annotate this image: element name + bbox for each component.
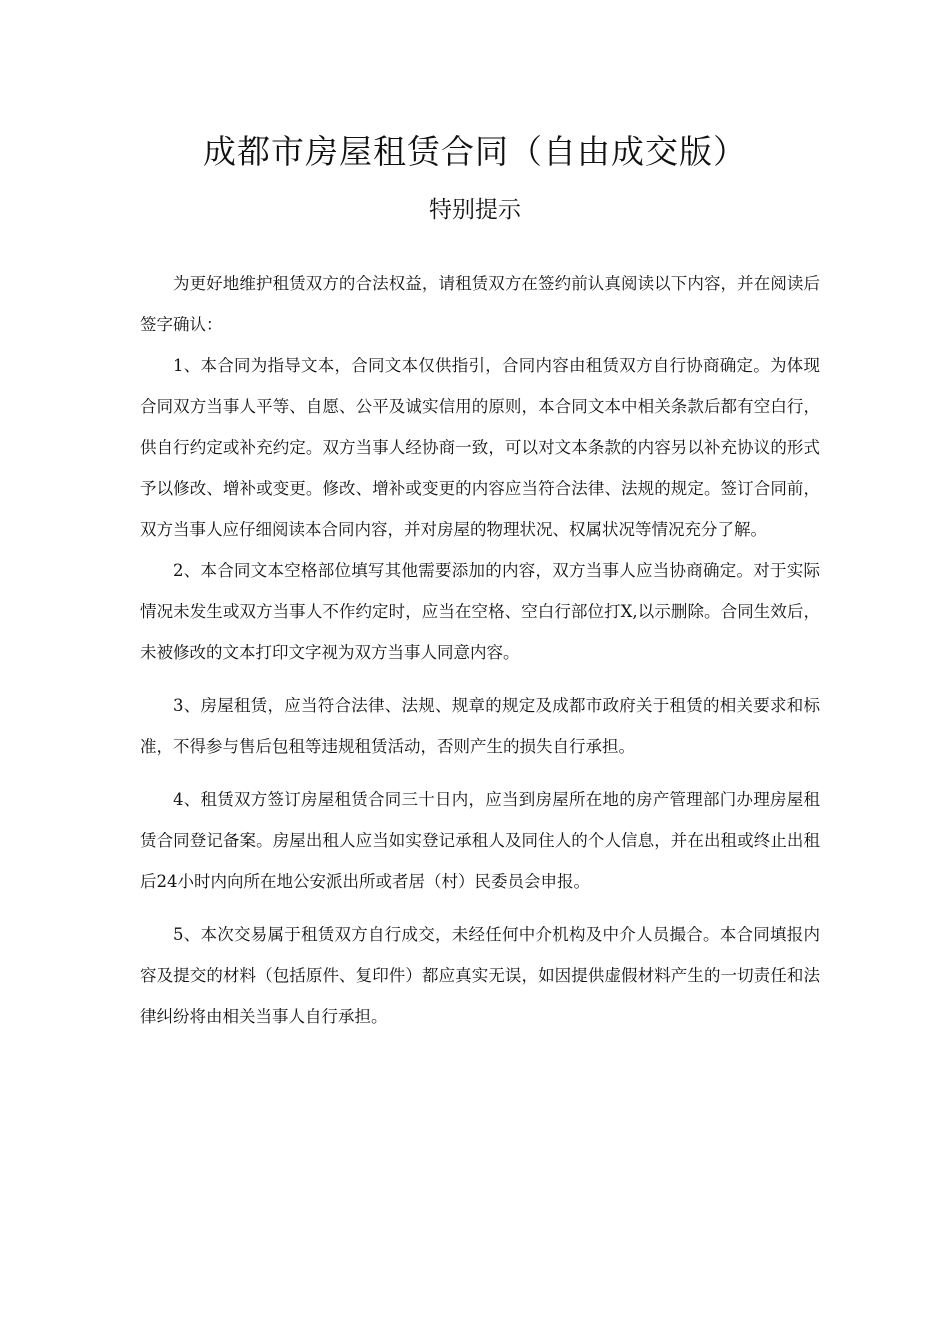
clause-1-paragraph: 1、本合同为指导文本，合同文本仅供指引，合同内容由租赁双方自行协商确定。为体现合同双方当事人平等、自愿、公平及诚实信用的原则，本合同文本中相关条款后都有空白行，供自行约定或补充约定。双方当事人经协商一致，可以对文本条款的内容另以补充协议的形式予以修改、增补或变更。修改、增补或变更的内容应当符合法律、法规的规定。签订合同前，双方当事人应仔细阅读本合同内容，并对房屋的物理状况、权属状况等情况充分了解。 bbox=[140, 356, 820, 539]
clause-5-paragraph: 5、本次交易属于租赁双方自行成交，未经任何中介机构及中介人员撮合。本合同填报内容及提交的材料（包括原件、复印件）都应真实无误，如因提供虚假材料产生的一切责任和法律纠纷将由相关当事人自行承担。 bbox=[140, 925, 820, 1026]
document-title: 成都市房屋租赁合同（自由成交版） bbox=[203, 132, 747, 171]
intro-paragraph: 为更好地维护租赁双方的合法权益，请租赁双方在签约前认真阅读以下内容，并在阅读后签字确认： bbox=[140, 274, 820, 334]
document-subtitle: 特别提示 bbox=[429, 197, 521, 223]
clause-2-paragraph: 2、本合同文本空格部位填写其他需要添加的内容，双方当事人应当协商确定。对于实际情况未发生或双方当事人不作约定时，应当在空格、空白行部位打X,以示删除。合同生效后，未被修改的文本打印文字视为双方当事人同意内容。 bbox=[140, 561, 820, 662]
clause-3-paragraph: 3、房屋租赁，应当符合法律、法规、规章的规定及成都市政府关于租赁的相关要求和标准，不得参与售后包租等违规租赁活动，否则产生的损失自行承担。 bbox=[140, 696, 820, 756]
clause-4-paragraph: 4、租赁双方签订房屋租赁合同三十日内，应当到房屋所在地的房产管理部门办理房屋租赁合同登记备案。房屋出租人应当如实登记承租人及同住人的个人信息，并在出租或终止出租后24小时内向所在地公安派出所或者居（村）民委员会申报。 bbox=[140, 790, 820, 891]
document-body bbox=[140, 263, 820, 1049]
